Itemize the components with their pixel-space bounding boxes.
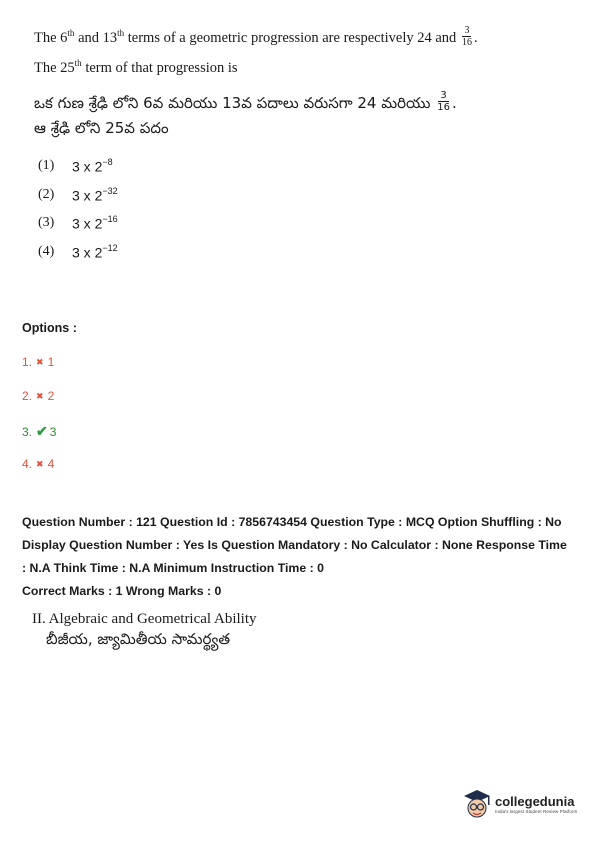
option-3 — [22, 423, 56, 440]
cross-icon: ✖ — [36, 458, 44, 469]
choice-exponent: −32 — [102, 186, 118, 196]
question-english — [34, 21, 514, 81]
option-number: 2. — [22, 389, 33, 403]
collegedunia-logo — [462, 788, 577, 820]
choice-number: (3) — [38, 215, 55, 230]
option-2 — [22, 389, 54, 403]
choice-exponent: −16 — [102, 214, 118, 224]
question-text: . — [451, 94, 457, 112]
fraction-denominator: 16 — [437, 102, 450, 113]
choice-1 — [38, 158, 113, 175]
choice-base: 3 x 2 — [72, 244, 103, 261]
fraction — [437, 90, 450, 113]
question-text: . — [473, 29, 478, 46]
fraction-numerator: 3 — [464, 25, 470, 36]
question-text: ఒక గుణ శ్రేఢి లోని 6వ మరియు 13వ పదాలు వరుసగా 24 మరియు — [34, 94, 436, 112]
marks-info: Correct Marks : 1 Wrong Marks : 0 — [22, 584, 222, 598]
choice-expression — [72, 158, 113, 175]
metadata-line: : N.A Think Time : N.A Minimum Instruction Time : 0 — [22, 561, 324, 575]
choice-number: (2) — [38, 187, 55, 202]
choice-number: (1) — [38, 158, 55, 173]
question-text: and 13 — [74, 29, 118, 46]
ordinal-suffix: th — [117, 28, 125, 38]
section-title-telugu: బీజీయ, జ్యామితీయ సామర్థ్యత — [46, 630, 231, 648]
choice-4 — [38, 244, 118, 261]
question-te-line-2 — [34, 116, 534, 141]
cross-icon: ✖ — [36, 390, 44, 401]
question-text: ఆ శ్రేఢి లోని 25వ పదం — [34, 119, 169, 137]
choice-2 — [38, 187, 118, 204]
student-mascot-icon — [462, 788, 492, 820]
choice-base: 3 x 2 — [72, 158, 103, 175]
question-text: The 25 — [34, 59, 75, 76]
options-title: Options : — [22, 321, 77, 335]
brand-name: collegedunia — [495, 793, 575, 809]
option-value: 4 — [47, 457, 55, 471]
option-value: 1 — [47, 355, 55, 369]
choice-exponent: −8 — [102, 157, 113, 167]
option-number: 3. — [22, 424, 33, 439]
question-text: term of that progression is — [81, 59, 238, 76]
question-te-line-1 — [34, 91, 534, 116]
choice-expression — [72, 187, 118, 204]
ordinal-suffix: th — [74, 57, 82, 68]
question-telugu — [34, 91, 534, 141]
option-number: 4. — [22, 457, 33, 471]
choice-base: 3 x 2 — [72, 187, 103, 204]
question-metadata — [22, 511, 582, 580]
fraction — [462, 25, 472, 48]
choice-expression — [72, 244, 118, 261]
choice-expression — [72, 215, 118, 232]
question-line-2 — [34, 51, 514, 81]
fraction-numerator: 3 — [440, 90, 447, 101]
question-text: terms of a geometric progression are respectively 24 and — [124, 29, 460, 46]
brand-tagline: India's largest Student Review Platform — [495, 808, 578, 814]
option-1 — [22, 355, 54, 369]
option-value: 2 — [47, 389, 55, 403]
ordinal-suffix: th — [67, 28, 75, 38]
choice-exponent: −12 — [102, 243, 118, 253]
option-value: 3 — [49, 424, 57, 439]
choice-3 — [38, 215, 118, 232]
metadata-line: Question Number : 121 Question Id : 7856743454 Question Type : MCQ Option Shuffling : No — [22, 515, 562, 529]
cross-icon: ✖ — [36, 356, 44, 367]
choice-base: 3 x 2 — [72, 215, 103, 232]
question-line-1 — [34, 21, 514, 51]
checkmark-icon: ✔ — [36, 423, 48, 439]
choice-number: (4) — [38, 244, 55, 259]
option-4 — [22, 457, 54, 471]
option-number: 1. — [22, 355, 33, 369]
section-title: II. Algebraic and Geometrical Ability — [32, 611, 257, 627]
fraction-denominator: 16 — [461, 37, 472, 48]
question-text: The 6 — [34, 29, 68, 46]
metadata-line: Display Question Number : Yes Is Question Mandatory : No Calculator : None Response Time — [22, 538, 567, 552]
